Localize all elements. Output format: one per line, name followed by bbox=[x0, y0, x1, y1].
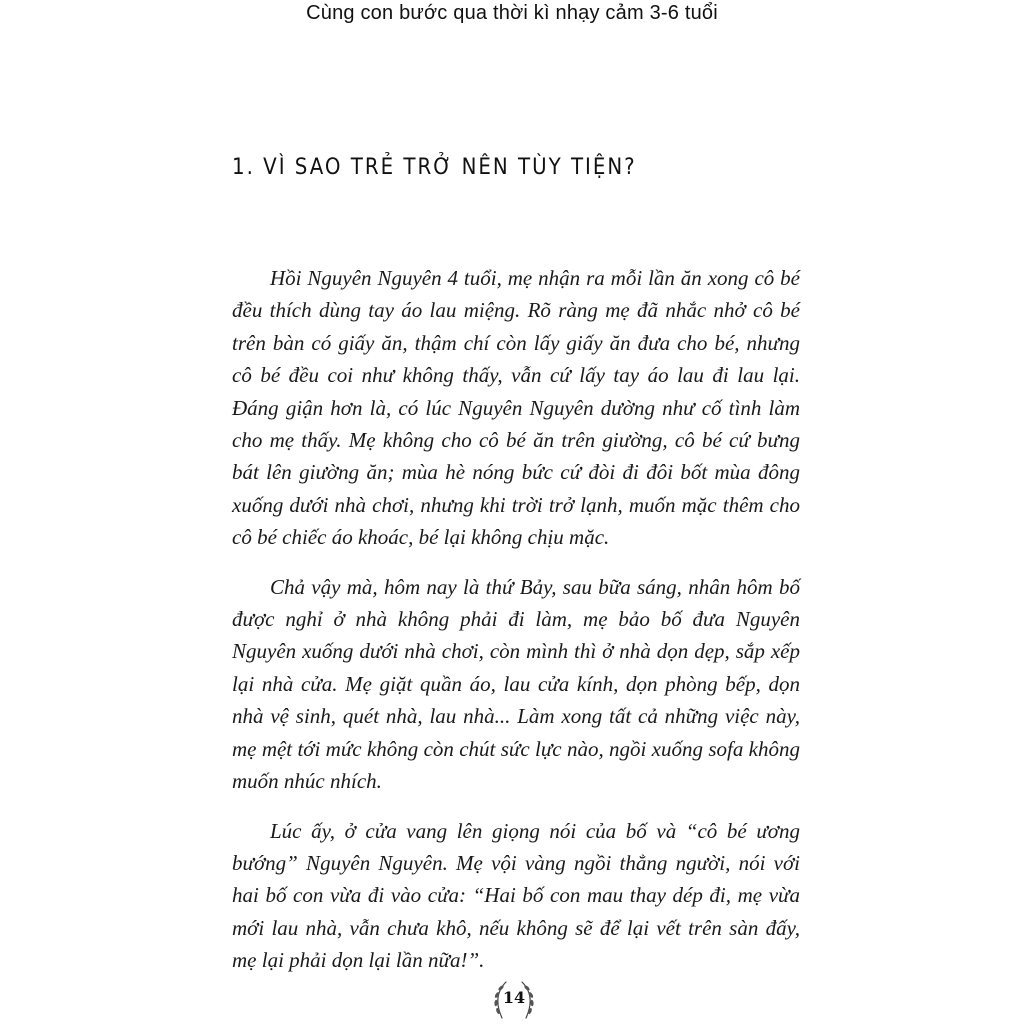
body-text bbox=[232, 262, 800, 994]
paragraph-1: Hồi Nguyên Nguyên 4 tuổi, mẹ nhận ra mỗi lần ăn xong cô bé đều thích dùng tay áo lau miệng. Rõ ràng mẹ đã nhắc nhở cô bé trên bàn có giấy ăn, thậm chí còn lấy giấy ăn đưa cho bé, nhưng cô bé đều coi như không thấy, vẫn cứ lấy tay áo lau đi lau lại. Đáng giận hơn là, có lúc Nguyên Nguyên dường như cố tình làm cho mẹ thấy. Mẹ không cho cô bé ăn trên giường, cô bé cứ bưng bát lên giường ăn; mùa hè nóng bức cứ đòi đi đôi bốt mùa đông xuống dưới nhà chơi, nhưng khi trời trở lạnh, muốn mặc thêm cho cô bé chiếc áo khoác, bé lại không chịu mặc. bbox=[232, 266, 800, 550]
page-footer bbox=[482, 976, 546, 1024]
running-header: Cùng con bước qua thời kì nhạy cảm 3-6 tuổi bbox=[306, 2, 718, 24]
paragraph-3: Lúc ấy, ở cửa vang lên giọng nói của bố và “cô bé ương bướng” Nguyên Nguyên. Mẹ vội vàng ngồi thẳng người, nói với hai bố con vừa đi vào cửa: “Hai bố con mau thay dép đi, mẹ vừa mới lau nhà, vẫn chưa khô, nếu không sẽ để lại vết trên sàn đấy, mẹ lại phải dọn lại lần nữa!”. bbox=[232, 818, 800, 973]
page-number: 14 bbox=[502, 988, 526, 1007]
paragraph-2: Chả vậy mà, hôm nay là thứ Bảy, sau bữa sáng, nhân hôm bố được nghỉ ở nhà không phải đi làm, mẹ bảo bố đưa Nguyên Nguyên xuống dưới nhà chơi, còn mình thì ở nhà dọn dẹp, sắp xếp lại nhà cửa. Mẹ giặt quần áo, lau cửa kính, dọn phòng bếp, dọn nhà vệ sinh, quét nhà, lau nhà... Làm xong tất cả những việc này, mẹ mệt tới mức không còn chút sức lực nào, ngồi xuống sofa không muốn nhúc nhích. bbox=[232, 574, 800, 794]
chapter-title: 1. VÌ SAO TRẺ TRỞ NÊN TÙY TIỆN? bbox=[232, 154, 637, 180]
